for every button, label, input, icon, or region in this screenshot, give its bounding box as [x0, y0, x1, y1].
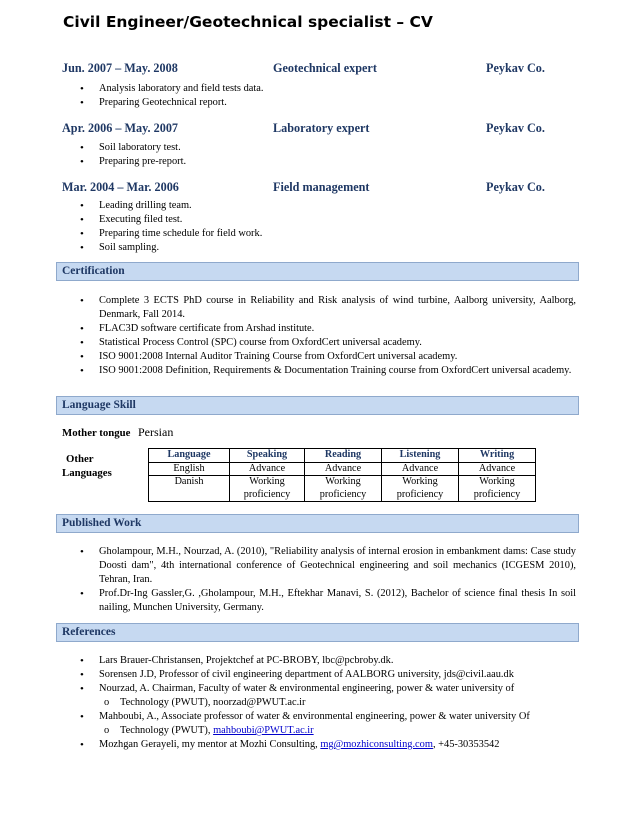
section-title: Certification — [62, 265, 125, 277]
list-item: • Lars Brauer-Christansen, Projektchef at PC-BROBY, lbc@pcbroby.dk. — [64, 654, 584, 668]
job-company: Peykav Co. — [486, 121, 545, 135]
table-cell: English — [149, 462, 230, 476]
sub-list-item: o Technology (PWUT), noorzad@PWUT.ac.ir — [99, 696, 584, 710]
certification-list — [64, 294, 576, 378]
table-cell: Advance — [230, 462, 305, 476]
list-item — [64, 738, 584, 752]
other-label-line: Languages — [62, 467, 112, 479]
list-item: • Complete 3 ECTS PhD course in Reliability and Risk analysis of wind turbine, Aalborg university, Aalborg, Denmark, Fall 2014. — [64, 294, 576, 322]
job-role: Laboratory expert — [273, 121, 370, 135]
section-title: Language Skill — [62, 399, 136, 411]
job-duties — [64, 82, 584, 110]
list-item: • Prof.Dr-Ing Gassler,G. ,Gholampour, M.H., Eftekhar Manavi, S. (2012), Bachelor of science final thesis In soil nailing, Munchen University, Germany. — [64, 587, 576, 615]
table-row — [149, 462, 536, 476]
reference-text: Nourzad, A. Chairman, Faculty of water & environmental engineering, power & water university of — [99, 683, 515, 694]
sub-list-item — [99, 724, 584, 738]
section-title: References — [62, 626, 116, 638]
reference-text: Technology (PWUT), — [120, 725, 214, 736]
other-languages-label — [62, 452, 122, 480]
list-item: • Leading drilling team. — [64, 199, 584, 213]
table-cell: Advance — [459, 462, 536, 476]
job-date: Jun. 2007 – May. 2008 — [62, 61, 178, 75]
list-item: • Gholampour, M.H., Nourzad, A. (2010), "Reliability analysis of internal erosion in embankment dams: Case study Doosti dam", 4th international conference of Geotechnical engineering and soil mechanics (ICGESM 2010), Tehran, Iran. — [64, 545, 576, 587]
table-cell: Working proficiency — [305, 476, 382, 502]
table-cell: Working proficiency — [382, 476, 459, 502]
reference-text: Mahboubi, A., Associate professor of water & environmental engineering, power & water university Of — [99, 711, 530, 722]
table-cell: Danish — [149, 476, 230, 502]
list-item: • Sorensen J.D, Professor of civil engineering department of AALBORG university, jds@civil.aau.dk — [64, 668, 584, 682]
page-title: Civil Engineer/Geotechnical specialist – CV — [63, 13, 433, 31]
list-item: • Statistical Process Control (SPC) course from OxfordCert universal academy. — [64, 336, 576, 350]
email-link[interactable]: mg@mozhiconsulting.com — [320, 739, 433, 750]
job-duties — [64, 141, 584, 169]
other-label-line: Other — [66, 453, 94, 465]
list-item: • Preparing time schedule for field work. — [64, 227, 584, 241]
section-header-language — [56, 396, 579, 415]
references-list — [64, 654, 584, 752]
list-item: • Preparing Geotechnical report. — [64, 96, 584, 110]
list-item: • Executing filed test. — [64, 213, 584, 227]
job-header — [62, 61, 582, 77]
table-cell: Working proficiency — [230, 476, 305, 502]
column-header: Language — [149, 449, 230, 463]
list-item: • ISO 9001:2008 Internal Auditor Training Course from OxfordCert universal academy. — [64, 350, 576, 364]
table-header-row — [149, 449, 536, 463]
table-cell: Advance — [305, 462, 382, 476]
section-header-certification — [56, 262, 579, 281]
job-header — [62, 121, 582, 137]
list-item: • ISO 9001:2008 Definition, Requirements & Documentation Training course from OxfordCert universal academy. — [64, 364, 576, 378]
job-company: Peykav Co. — [486, 180, 545, 194]
section-header-published — [56, 514, 579, 533]
list-item: • Preparing pre-report. — [64, 155, 584, 169]
mother-tongue-value: Persian — [138, 425, 174, 439]
job-role: Field management — [273, 180, 370, 194]
list-item: • Soil sampling. — [64, 241, 584, 255]
column-header: Reading — [305, 449, 382, 463]
list-item: • Soil laboratory test. — [64, 141, 584, 155]
job-date: Mar. 2004 – Mar. 2006 — [62, 180, 179, 194]
table-cell: Advance — [382, 462, 459, 476]
table-cell: Working proficiency — [459, 476, 536, 502]
job-role: Geotechnical expert — [273, 61, 377, 75]
section-header-references — [56, 623, 579, 642]
section-title: Published Work — [62, 517, 142, 529]
list-item: • FLAC3D software certificate from Arshad institute. — [64, 322, 576, 336]
email-link[interactable]: mahboubi@PWUT.ac.ir — [213, 725, 314, 736]
list-item: • Analysis laboratory and field tests data. — [64, 82, 584, 96]
published-list — [64, 545, 576, 615]
job-header — [62, 180, 582, 196]
table-row — [149, 476, 536, 502]
reference-text: Mozhgan Gerayeli, my mentor at Mozhi Consulting, — [99, 739, 321, 750]
column-header: Writing — [459, 449, 536, 463]
job-company: Peykav Co. — [486, 61, 545, 75]
column-header: Listening — [382, 449, 459, 463]
reference-phone: , +45-30353542 — [432, 739, 500, 750]
job-duties — [64, 199, 584, 255]
list-item — [64, 682, 584, 710]
list-item — [64, 710, 584, 738]
job-date: Apr. 2006 – May. 2007 — [62, 121, 179, 135]
language-table — [148, 448, 536, 502]
column-header: Speaking — [230, 449, 305, 463]
sub-list — [99, 696, 584, 710]
sub-list — [99, 724, 584, 738]
mother-tongue-label: Mother tongue — [62, 427, 131, 439]
